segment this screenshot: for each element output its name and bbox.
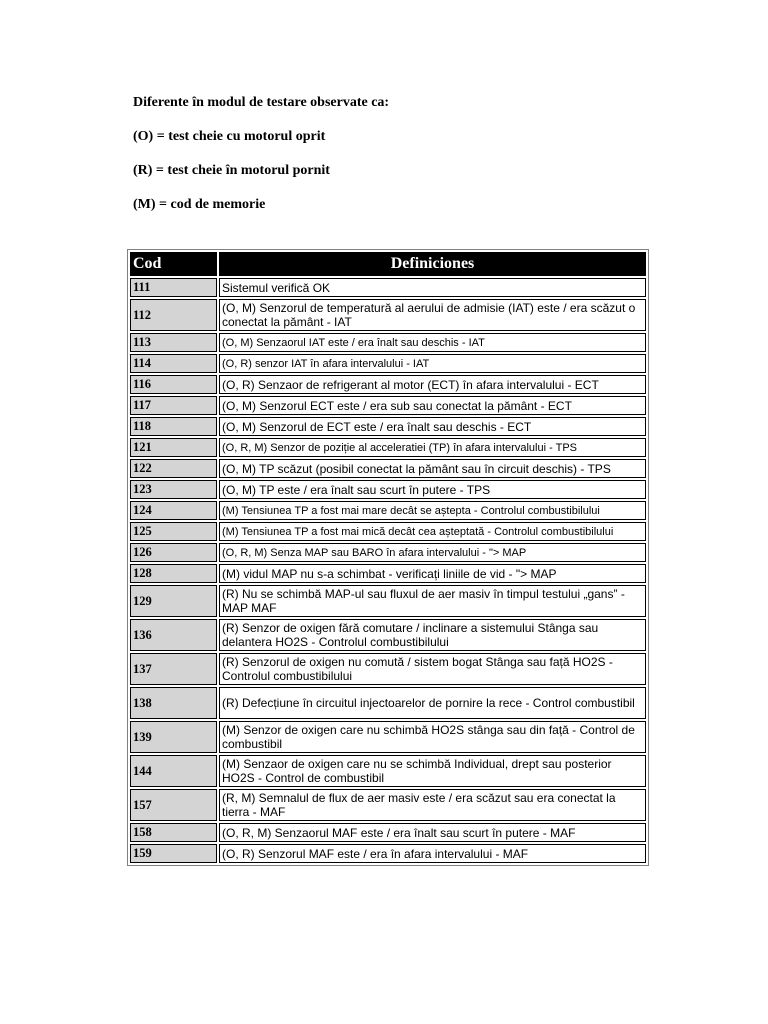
code-cell: 121	[130, 438, 217, 457]
definition-cell: (O, M) Senzorul ECT este / era sub sau conectat la pământ - ECT	[219, 396, 646, 415]
table-row	[130, 459, 646, 478]
definition-cell: (O, M) Senzaorul IAT este / era înalt sau deschis - IAT	[219, 333, 646, 352]
definition-cell: (R) Senzor de oxigen fără comutare / inclinare a sistemului Stânga sau delantera HO2S - Controlul combustibilului	[219, 619, 646, 651]
code-cell: 136	[130, 619, 217, 651]
table-row	[130, 522, 646, 541]
table-row	[130, 789, 646, 821]
definition-cell: Sistemul verifică OK	[219, 278, 646, 297]
table-row	[130, 653, 646, 685]
definition-cell: (M) vidul MAP nu s-a schimbat - verificați liniile de vid - "> MAP	[219, 564, 646, 583]
table-row	[130, 299, 646, 331]
table-row	[130, 564, 646, 583]
definition-cell: (R) Senzorul de oxigen nu comută / sistem bogat Stânga sau față HO2S - Controlul combustibilului	[219, 653, 646, 685]
table-row	[130, 354, 646, 373]
code-cell: 125	[130, 522, 217, 541]
table-row	[130, 333, 646, 352]
code-cell: 123	[130, 480, 217, 499]
definition-cell: (R) Nu se schimbă MAP-ul sau fluxul de aer masiv în timpul testului „gans” - MAP MAF	[219, 585, 646, 617]
code-cell: 112	[130, 299, 217, 331]
code-cell: 126	[130, 543, 217, 562]
definition-cell: (O, R, M) Senzaorul MAF este / era înalt sau scurt în putere - MAF	[219, 823, 646, 842]
definition-cell: (O, M) TP scăzut (posibil conectat la pământ sau în circuit deschis) - TPS	[219, 459, 646, 478]
table-row	[130, 438, 646, 457]
definition-cell: (O, M) Senzorul de ECT este / era înalt sau deschis - ECT	[219, 417, 646, 436]
definition-cell: (M) Tensiunea TP a fost mai mare decât se aștepta - Controlul combustibilului	[219, 501, 646, 520]
definition-cell: (M) Senzor de oxigen care nu schimbă HO2S stânga sau din față - Control de combustibil	[219, 721, 646, 753]
code-cell: 158	[130, 823, 217, 842]
definition-cell: (R, M) Semnalul de flux de aer masiv este / era scăzut sau era conectat la tierra - MAF	[219, 789, 646, 821]
table-header-row	[130, 252, 646, 276]
definition-cell: (O, M) Senzorul de temperatură al aerului de admisie (IAT) este / era scăzut o conectat la pământ - IAT	[219, 299, 646, 331]
code-cell: 128	[130, 564, 217, 583]
code-cell: 139	[130, 721, 217, 753]
mode-running-definition: (R) = test cheie în motorul pornit	[133, 163, 330, 178]
header-definition: Definiciones	[219, 252, 646, 276]
code-cell: 129	[130, 585, 217, 617]
definition-cell: (O, R) senzor IAT în afara intervalului - IAT	[219, 354, 646, 373]
table-row	[130, 585, 646, 617]
table-row	[130, 543, 646, 562]
table-row	[130, 417, 646, 436]
table-row	[130, 721, 646, 753]
code-cell: 114	[130, 354, 217, 373]
mode-off-definition: (O) = test cheie cu motorul oprit	[133, 129, 326, 144]
intro-block	[133, 94, 693, 230]
definition-cell: (M) Senzaor de oxigen care nu se schimbă Individual, drept sau posterior HO2S - Control de combustibil	[219, 755, 646, 787]
code-cell: 124	[130, 501, 217, 520]
code-cell: 116	[130, 375, 217, 394]
code-cell: 157	[130, 789, 217, 821]
definition-cell: (O, M) TP este / era înalt sau scurt în putere - TPS	[219, 480, 646, 499]
definition-cell: (M) Tensiunea TP a fost mai mică decât cea așteptată - Controlul combustibilului	[219, 522, 646, 541]
code-cell: 159	[130, 844, 217, 863]
code-cell: 137	[130, 653, 217, 685]
code-cell: 117	[130, 396, 217, 415]
table-row	[130, 823, 646, 842]
table-row	[130, 619, 646, 651]
header-code: Cod	[130, 252, 217, 276]
table-row	[130, 396, 646, 415]
table-body	[130, 278, 646, 863]
mode-memory-definition: (M) = cod de memorie	[133, 197, 266, 212]
table-row	[130, 844, 646, 863]
definition-cell: (O, R) Senzorul MAF este / era în afara intervalului - MAF	[219, 844, 646, 863]
definition-cell: (O, R, M) Senza MAP sau BARO în afara intervalului - "> MAP	[219, 543, 646, 562]
code-cell: 144	[130, 755, 217, 787]
table-row	[130, 375, 646, 394]
code-cell: 138	[130, 687, 217, 719]
code-cell: 118	[130, 417, 217, 436]
definition-cell: (R) Defecțiune în circuitul injectoarelor de pornire la rece - Control combustibil	[219, 687, 646, 719]
table-row	[130, 278, 646, 297]
code-cell: 111	[130, 278, 217, 297]
code-cell: 113	[130, 333, 217, 352]
intro-heading: Diferente în modul de testare observate ca:	[133, 95, 390, 110]
trouble-codes-table	[127, 249, 649, 866]
table-row	[130, 687, 646, 719]
table-row	[130, 501, 646, 520]
table-row	[130, 480, 646, 499]
table-row	[130, 755, 646, 787]
definition-cell: (O, R, M) Senzor de poziție al acceleratiei (TP) în afara intervalului - TPS	[219, 438, 646, 457]
definition-cell: (O, R) Senzaor de refrigerant al motor (ECT) în afara intervalului - ECT	[219, 375, 646, 394]
code-cell: 122	[130, 459, 217, 478]
